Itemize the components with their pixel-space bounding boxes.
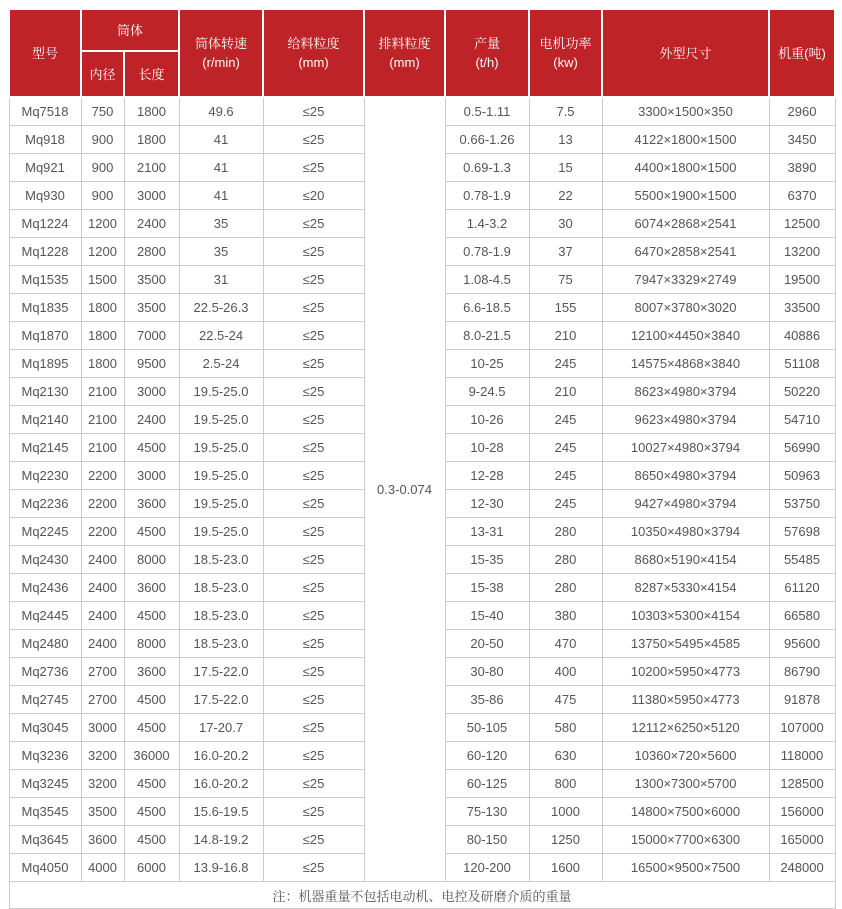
- speed-cell: 49.6: [179, 97, 263, 126]
- model-cell: Mq930: [9, 182, 81, 210]
- inner-diameter-cell: 2100: [81, 378, 124, 406]
- output-cell: 60-120: [445, 742, 529, 770]
- dimensions-cell: 10350×4980×3794: [602, 518, 769, 546]
- inner-diameter-cell: 2400: [81, 630, 124, 658]
- model-cell: Mq2430: [9, 546, 81, 574]
- length-cell: 4500: [124, 686, 179, 714]
- weight-cell: 3890: [769, 154, 835, 182]
- feed-size-cell: ≤25: [263, 686, 364, 714]
- output-cell: 10-25: [445, 350, 529, 378]
- feed-size-cell: ≤25: [263, 294, 364, 322]
- dimensions-cell: 10027×4980×3794: [602, 434, 769, 462]
- power-cell: 800: [529, 770, 602, 798]
- weight-cell: 248000: [769, 854, 835, 882]
- length-cell: 3500: [124, 294, 179, 322]
- feed-size-cell: ≤25: [263, 714, 364, 742]
- length-cell: 2400: [124, 406, 179, 434]
- length-cell: 36000: [124, 742, 179, 770]
- output-cell: 60-125: [445, 770, 529, 798]
- dimensions-cell: 9427×4980×3794: [602, 490, 769, 518]
- output-cell: 15-38: [445, 574, 529, 602]
- weight-cell: 12500: [769, 210, 835, 238]
- length-cell: 3600: [124, 574, 179, 602]
- model-cell: Mq2230: [9, 462, 81, 490]
- model-cell: Mq921: [9, 154, 81, 182]
- header-power-line2: (kw): [553, 55, 578, 70]
- length-cell: 4500: [124, 826, 179, 854]
- speed-cell: 18.5-23.0: [179, 574, 263, 602]
- feed-size-cell: ≤25: [263, 518, 364, 546]
- speed-cell: 35: [179, 210, 263, 238]
- inner-diameter-cell: 2400: [81, 602, 124, 630]
- model-cell: Mq3645: [9, 826, 81, 854]
- output-cell: 0.78-1.9: [445, 182, 529, 210]
- inner-diameter-cell: 900: [81, 182, 124, 210]
- length-cell: 3600: [124, 658, 179, 686]
- power-cell: 22: [529, 182, 602, 210]
- power-cell: 37: [529, 238, 602, 266]
- speed-cell: 18.5-23.0: [179, 630, 263, 658]
- length-cell: 6000: [124, 854, 179, 882]
- power-cell: 245: [529, 462, 602, 490]
- weight-cell: 57698: [769, 518, 835, 546]
- header-power-line1: 电机功率: [539, 36, 592, 51]
- output-cell: 15-40: [445, 602, 529, 630]
- weight-cell: 61120: [769, 574, 835, 602]
- header-cylinder-label: 筒体: [117, 22, 144, 38]
- dimensions-cell: 4400×1800×1500: [602, 154, 769, 182]
- output-cell: 120-200: [445, 854, 529, 882]
- inner-diameter-cell: 1200: [81, 210, 124, 238]
- dimensions-cell: 6470×2858×2541: [602, 238, 769, 266]
- header-cylinder-group: [81, 9, 179, 51]
- dimensions-cell: 6074×2868×2541: [602, 210, 769, 238]
- header-speed-line2: (r/min): [202, 55, 240, 70]
- power-cell: 30: [529, 210, 602, 238]
- inner-diameter-cell: 2700: [81, 658, 124, 686]
- model-cell: Mq3045: [9, 714, 81, 742]
- inner-diameter-cell: 1800: [81, 322, 124, 350]
- weight-cell: 54710: [769, 406, 835, 434]
- model-cell: Mq1895: [9, 350, 81, 378]
- output-cell: 12-28: [445, 462, 529, 490]
- weight-cell: 118000: [769, 742, 835, 770]
- output-cell: 35-86: [445, 686, 529, 714]
- header-speed-line1: 筒体转速: [195, 36, 248, 51]
- weight-cell: 2960: [769, 97, 835, 126]
- output-cell: 30-80: [445, 658, 529, 686]
- weight-cell: 86790: [769, 658, 835, 686]
- header-output: [445, 9, 529, 97]
- inner-diameter-cell: 1500: [81, 266, 124, 294]
- speed-cell: 17-20.7: [179, 714, 263, 742]
- model-cell: Mq2436: [9, 574, 81, 602]
- inner-diameter-cell: 4000: [81, 854, 124, 882]
- inner-diameter-cell: 3500: [81, 798, 124, 826]
- speed-cell: 19.5-25.0: [179, 490, 263, 518]
- speed-cell: 19.5-25.0: [179, 462, 263, 490]
- dimensions-cell: 4122×1800×1500: [602, 126, 769, 154]
- feed-size-cell: ≤25: [263, 126, 364, 154]
- model-cell: Mq2745: [9, 686, 81, 714]
- power-cell: 1000: [529, 798, 602, 826]
- inner-diameter-cell: 2200: [81, 462, 124, 490]
- header-weight-label: 机重(吨): [778, 45, 826, 61]
- length-cell: 2400: [124, 210, 179, 238]
- feed-size-cell: ≤25: [263, 854, 364, 882]
- length-cell: 4500: [124, 798, 179, 826]
- length-cell: 7000: [124, 322, 179, 350]
- header-discharge-line2: (mm): [389, 55, 420, 70]
- table-row: [9, 97, 835, 126]
- output-cell: 12-30: [445, 490, 529, 518]
- discharge-size-merged-cell: 0.3-0.074: [364, 97, 445, 882]
- power-cell: 210: [529, 322, 602, 350]
- output-cell: 75-130: [445, 798, 529, 826]
- feed-size-cell: ≤25: [263, 742, 364, 770]
- table-note: 注：机器重量不包括电动机、电控及研磨介质的重量: [9, 882, 835, 909]
- speed-cell: 31: [179, 266, 263, 294]
- model-cell: Mq2140: [9, 406, 81, 434]
- speed-cell: 22.5-24: [179, 322, 263, 350]
- output-cell: 9-24.5: [445, 378, 529, 406]
- dimensions-cell: 9623×4980×3794: [602, 406, 769, 434]
- dimensions-cell: 7947×3329×2749: [602, 266, 769, 294]
- feed-size-cell: ≤25: [263, 238, 364, 266]
- weight-cell: 56990: [769, 434, 835, 462]
- weight-cell: 156000: [769, 798, 835, 826]
- feed-size-cell: ≤25: [263, 826, 364, 854]
- feed-size-cell: ≤25: [263, 574, 364, 602]
- power-cell: 1600: [529, 854, 602, 882]
- dimensions-cell: 8680×5190×4154: [602, 546, 769, 574]
- model-cell: Mq1228: [9, 238, 81, 266]
- inner-diameter-cell: 900: [81, 126, 124, 154]
- speed-cell: 22.5-26.3: [179, 294, 263, 322]
- header-discharge-size: [364, 9, 445, 97]
- feed-size-cell: ≤25: [263, 602, 364, 630]
- output-cell: 15-35: [445, 546, 529, 574]
- weight-cell: 53750: [769, 490, 835, 518]
- length-cell: 3600: [124, 490, 179, 518]
- feed-size-cell: ≤25: [263, 97, 364, 126]
- model-cell: Mq4050: [9, 854, 81, 882]
- length-cell: 2100: [124, 154, 179, 182]
- inner-diameter-cell: 3200: [81, 770, 124, 798]
- spec-table: [8, 8, 836, 909]
- feed-size-cell: ≤25: [263, 798, 364, 826]
- dimensions-cell: 14575×4868×3840: [602, 350, 769, 378]
- feed-size-cell: ≤20: [263, 182, 364, 210]
- model-cell: Mq2480: [9, 630, 81, 658]
- power-cell: 580: [529, 714, 602, 742]
- power-cell: 475: [529, 686, 602, 714]
- inner-diameter-cell: 2400: [81, 574, 124, 602]
- weight-cell: 33500: [769, 294, 835, 322]
- length-cell: 4500: [124, 602, 179, 630]
- length-cell: 1800: [124, 97, 179, 126]
- weight-cell: 165000: [769, 826, 835, 854]
- output-cell: 0.78-1.9: [445, 238, 529, 266]
- power-cell: 155: [529, 294, 602, 322]
- dimensions-cell: 10303×5300×4154: [602, 602, 769, 630]
- power-cell: 1250: [529, 826, 602, 854]
- length-cell: 4500: [124, 434, 179, 462]
- output-cell: 0.66-1.26: [445, 126, 529, 154]
- power-cell: 280: [529, 518, 602, 546]
- feed-size-cell: ≤25: [263, 322, 364, 350]
- inner-diameter-cell: 2700: [81, 686, 124, 714]
- inner-diameter-cell: 2100: [81, 406, 124, 434]
- dimensions-cell: 8287×5330×4154: [602, 574, 769, 602]
- inner-diameter-cell: 3000: [81, 714, 124, 742]
- header-length: [124, 51, 179, 97]
- model-cell: Mq1870: [9, 322, 81, 350]
- dimensions-cell: 12100×4450×3840: [602, 322, 769, 350]
- model-cell: Mq1535: [9, 266, 81, 294]
- model-cell: Mq1224: [9, 210, 81, 238]
- output-cell: 13-31: [445, 518, 529, 546]
- model-cell: Mq7518: [9, 97, 81, 126]
- length-cell: 2800: [124, 238, 179, 266]
- weight-cell: 55485: [769, 546, 835, 574]
- output-cell: 1.4-3.2: [445, 210, 529, 238]
- dimensions-cell: 8650×4980×3794: [602, 462, 769, 490]
- inner-diameter-cell: 2200: [81, 518, 124, 546]
- header-dimensions: [602, 9, 769, 97]
- model-cell: Mq3245: [9, 770, 81, 798]
- model-cell: Mq3236: [9, 742, 81, 770]
- speed-cell: 18.5-23.0: [179, 546, 263, 574]
- inner-diameter-cell: 1800: [81, 294, 124, 322]
- model-cell: Mq2736: [9, 658, 81, 686]
- header-feed-line1: 给料粒度: [287, 36, 340, 51]
- length-cell: 8000: [124, 546, 179, 574]
- model-cell: Mq2145: [9, 434, 81, 462]
- weight-cell: 128500: [769, 770, 835, 798]
- inner-diameter-cell: 3200: [81, 742, 124, 770]
- weight-cell: 19500: [769, 266, 835, 294]
- weight-cell: 66580: [769, 602, 835, 630]
- weight-cell: 13200: [769, 238, 835, 266]
- speed-cell: 19.5-25.0: [179, 434, 263, 462]
- inner-diameter-cell: 1800: [81, 350, 124, 378]
- length-cell: 4500: [124, 770, 179, 798]
- output-cell: 8.0-21.5: [445, 322, 529, 350]
- length-cell: 3000: [124, 182, 179, 210]
- speed-cell: 15.6-19.5: [179, 798, 263, 826]
- header-output-line2: (t/h): [475, 55, 499, 70]
- speed-cell: 19.5-25.0: [179, 406, 263, 434]
- model-cell: Mq2245: [9, 518, 81, 546]
- output-cell: 10-26: [445, 406, 529, 434]
- feed-size-cell: ≤25: [263, 378, 364, 406]
- power-cell: 280: [529, 574, 602, 602]
- spec-table-header: [9, 9, 835, 97]
- power-cell: 75: [529, 266, 602, 294]
- weight-cell: 40886: [769, 322, 835, 350]
- power-cell: 13: [529, 126, 602, 154]
- model-cell: Mq2445: [9, 602, 81, 630]
- header-feed-size: [263, 9, 364, 97]
- weight-cell: 50220: [769, 378, 835, 406]
- header-rotation-speed: [179, 9, 263, 97]
- inner-diameter-cell: 2400: [81, 546, 124, 574]
- feed-size-cell: ≤25: [263, 154, 364, 182]
- length-cell: 3500: [124, 266, 179, 294]
- model-cell: Mq2236: [9, 490, 81, 518]
- power-cell: 380: [529, 602, 602, 630]
- power-cell: 400: [529, 658, 602, 686]
- feed-size-cell: ≤25: [263, 350, 364, 378]
- inner-diameter-cell: 2200: [81, 490, 124, 518]
- header-model: [9, 9, 81, 97]
- header-inner-diameter-label: 内径: [89, 66, 116, 82]
- dimensions-cell: 11380×5950×4773: [602, 686, 769, 714]
- feed-size-cell: ≤25: [263, 434, 364, 462]
- output-cell: 80-150: [445, 826, 529, 854]
- header-discharge-line1: 排料粒度: [378, 36, 431, 51]
- speed-cell: 41: [179, 154, 263, 182]
- power-cell: 470: [529, 630, 602, 658]
- speed-cell: 35: [179, 238, 263, 266]
- model-cell: Mq1835: [9, 294, 81, 322]
- model-cell: Mq918: [9, 126, 81, 154]
- speed-cell: 13.9-16.8: [179, 854, 263, 882]
- power-cell: 280: [529, 546, 602, 574]
- inner-diameter-cell: 2100: [81, 434, 124, 462]
- power-cell: 245: [529, 434, 602, 462]
- header-inner-diameter: [81, 51, 124, 97]
- dimensions-cell: 12112×6250×5120: [602, 714, 769, 742]
- header-feed-line2: (mm): [298, 55, 329, 70]
- dimensions-cell: 13750×5495×4585: [602, 630, 769, 658]
- speed-cell: 18.5-23.0: [179, 602, 263, 630]
- dimensions-cell: 3300×1500×350: [602, 97, 769, 126]
- feed-size-cell: ≤25: [263, 210, 364, 238]
- feed-size-cell: ≤25: [263, 658, 364, 686]
- power-cell: 630: [529, 742, 602, 770]
- output-cell: 0.5-1.11: [445, 97, 529, 126]
- output-cell: 20-50: [445, 630, 529, 658]
- power-cell: 245: [529, 406, 602, 434]
- speed-cell: 16.0-20.2: [179, 742, 263, 770]
- speed-cell: 16.0-20.2: [179, 770, 263, 798]
- dimensions-cell: 10200×5950×4773: [602, 658, 769, 686]
- output-cell: 10-28: [445, 434, 529, 462]
- weight-cell: 6370: [769, 182, 835, 210]
- feed-size-cell: ≤25: [263, 490, 364, 518]
- header-output-line1: 产量: [474, 36, 501, 51]
- length-cell: 3000: [124, 462, 179, 490]
- dimensions-cell: 8623×4980×3794: [602, 378, 769, 406]
- speed-cell: 17.5-22.0: [179, 686, 263, 714]
- power-cell: 245: [529, 490, 602, 518]
- weight-cell: 50963: [769, 462, 835, 490]
- inner-diameter-cell: 1200: [81, 238, 124, 266]
- speed-cell: 14.8-19.2: [179, 826, 263, 854]
- weight-cell: 91878: [769, 686, 835, 714]
- power-cell: 245: [529, 350, 602, 378]
- header-motor-power: [529, 9, 602, 97]
- length-cell: 9500: [124, 350, 179, 378]
- model-cell: Mq3545: [9, 798, 81, 826]
- header-weight: [769, 9, 835, 97]
- dimensions-cell: 10360×720×5600: [602, 742, 769, 770]
- weight-cell: 51108: [769, 350, 835, 378]
- weight-cell: 107000: [769, 714, 835, 742]
- length-cell: 3000: [124, 378, 179, 406]
- output-cell: 50-105: [445, 714, 529, 742]
- speed-cell: 2.5-24: [179, 350, 263, 378]
- inner-diameter-cell: 900: [81, 154, 124, 182]
- feed-size-cell: ≤25: [263, 546, 364, 574]
- feed-size-cell: ≤25: [263, 406, 364, 434]
- inner-diameter-cell: 750: [81, 97, 124, 126]
- weight-cell: 95600: [769, 630, 835, 658]
- power-cell: 210: [529, 378, 602, 406]
- speed-cell: 19.5-25.0: [179, 518, 263, 546]
- output-cell: 1.08-4.5: [445, 266, 529, 294]
- power-cell: 15: [529, 154, 602, 182]
- output-cell: 6.6-18.5: [445, 294, 529, 322]
- feed-size-cell: ≤25: [263, 266, 364, 294]
- speed-cell: 19.5-25.0: [179, 378, 263, 406]
- header-dimensions-label: 外型尺寸: [659, 45, 712, 61]
- weight-cell: 3450: [769, 126, 835, 154]
- length-cell: 1800: [124, 126, 179, 154]
- header-length-label: 长度: [138, 66, 165, 82]
- inner-diameter-cell: 3600: [81, 826, 124, 854]
- length-cell: 4500: [124, 518, 179, 546]
- header-model-label: 型号: [31, 45, 58, 61]
- dimensions-cell: 15000×7700×6300: [602, 826, 769, 854]
- dimensions-cell: 14800×7500×6000: [602, 798, 769, 826]
- spec-table-footer: [9, 882, 835, 909]
- output-cell: 0.69-1.3: [445, 154, 529, 182]
- feed-size-cell: ≤25: [263, 630, 364, 658]
- spec-table-body: [9, 97, 835, 882]
- dimensions-cell: 16500×9500×7500: [602, 854, 769, 882]
- speed-cell: 41: [179, 182, 263, 210]
- dimensions-cell: 1300×7300×5700: [602, 770, 769, 798]
- speed-cell: 41: [179, 126, 263, 154]
- length-cell: 8000: [124, 630, 179, 658]
- length-cell: 4500: [124, 714, 179, 742]
- speed-cell: 17.5-22.0: [179, 658, 263, 686]
- feed-size-cell: ≤25: [263, 770, 364, 798]
- feed-size-cell: ≤25: [263, 462, 364, 490]
- dimensions-cell: 5500×1900×1500: [602, 182, 769, 210]
- power-cell: 7.5: [529, 97, 602, 126]
- model-cell: Mq2130: [9, 378, 81, 406]
- dimensions-cell: 8007×3780×3020: [602, 294, 769, 322]
